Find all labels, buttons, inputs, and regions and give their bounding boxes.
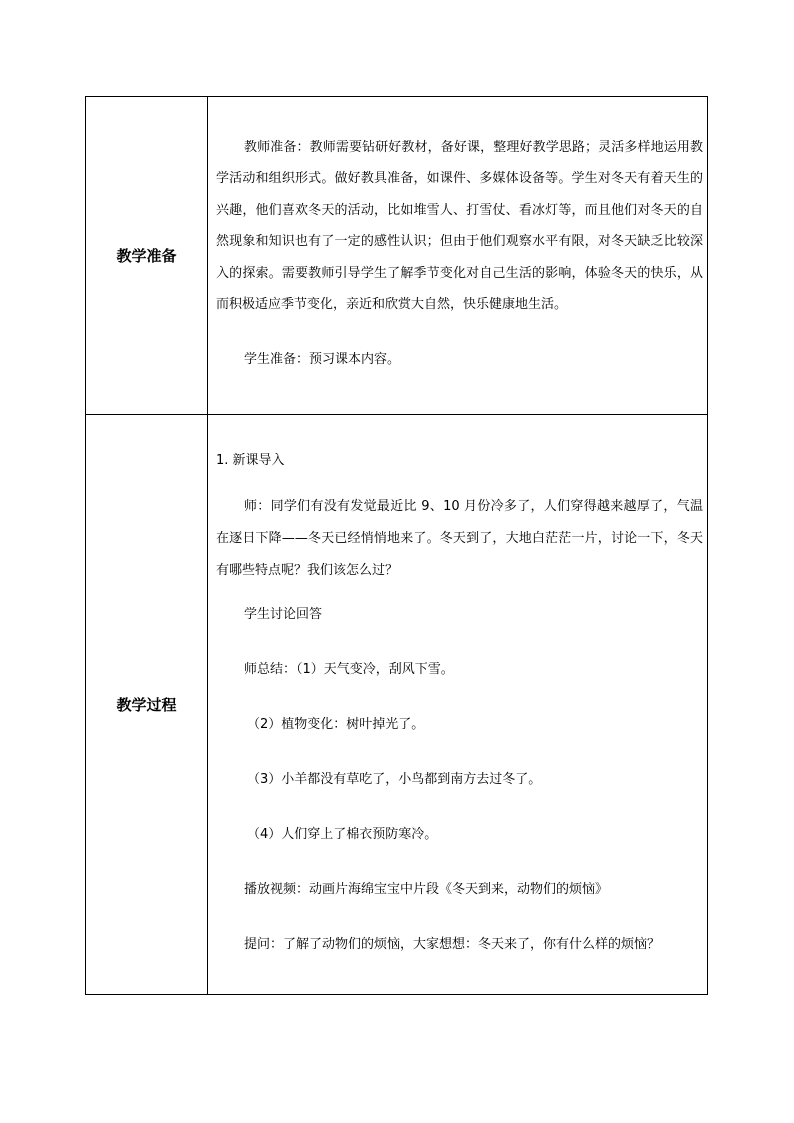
summary-line-1: 师总结：（1）天气变冷，刮风下雪。 [244,661,454,677]
teacher-preparation-text: 教师准备：教师需要钻研好教材，备好课，整理好教学思路；灵活多样地运用教学活动和组织形式。做好教具准备，如课件、多媒体设备等。学生对冬天有着天生的兴趣，他们喜欢冬天的活动，比如堆雪人、打雪仗、看冰灯等，而且他们对冬天的自然现象和知识也有了一定的感性认识；但由于他们观察水平有限，对冬天缺乏比较深入的探索。需要教师引导学生了解季节变化对自己生活的影响，体验冬天的快乐，从而积极适应季节变化，亲近和欣赏大自然，快乐健康地生活。 [216,139,703,312]
summary-line-3: （3）小羊都没有草吃了，小鸟都到南方去过冬了。 [247,771,542,787]
lesson-plan-table [85,96,708,995]
section-heading: 1. 新课导入 [216,452,285,468]
video-line: 播放视频：动画片海绵宝宝中片段《冬天到来，动物们的烦恼》 [244,881,609,897]
process-content [208,415,708,995]
teacher-question-text: 师：同学们有没有发觉最近比 9、10 月份冷多了，人们穿得越来越厚了，气温在逐日下降——冬天已经悄悄地来了。冬天到了，大地白茫茫一片，讨论一下，冬天有哪些特点呢？我们该怎么过？ [216,498,703,578]
table-row-preparation [86,97,708,415]
question-line: 提问：了解了动物们的烦恼，大家想想：冬天来了，你有什么样的烦恼？ [244,936,661,952]
summary-line-4: （4）人们穿上了棉衣预防寒冷。 [247,826,438,842]
row-label-process: 教学过程 [86,415,208,995]
summary-line-2: （2）植物变化：树叶掉光了。 [247,716,425,732]
preparation-content [208,97,708,415]
student-discussion-text: 学生讨论回答 [244,606,323,622]
row-label-preparation: 教学准备 [86,97,208,415]
student-preparation-text: 学生准备：预习课本内容。 [244,351,401,367]
table-row-process [86,415,708,995]
